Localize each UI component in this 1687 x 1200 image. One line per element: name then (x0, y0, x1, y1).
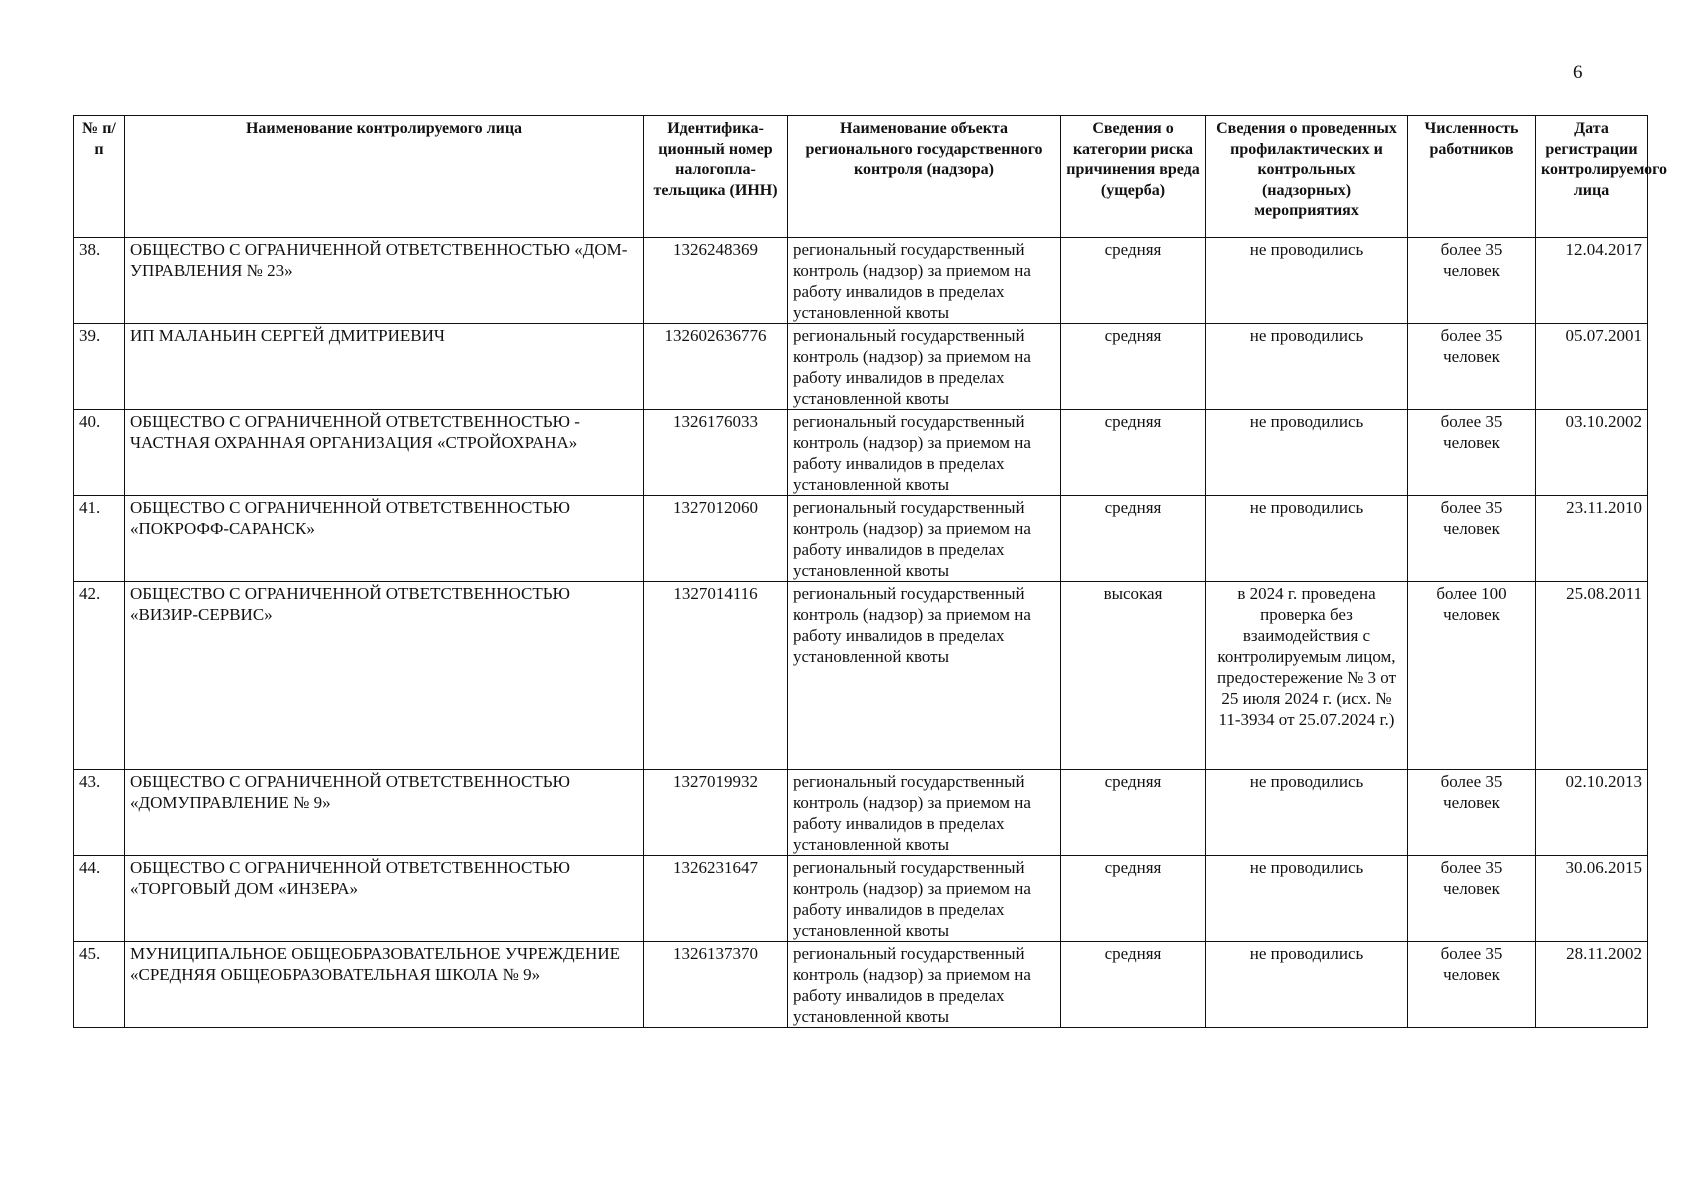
cell-staff: более 35 человек (1408, 238, 1536, 324)
cell-events: не проводились (1206, 496, 1408, 582)
cell-events: в 2024 г. проведена проверка без взаимодействия с контролируемым лицом, предостережение № 3 от 25 июля 2024 г. (исх. № 11-3934 от 25.07.2024 г.) (1206, 582, 1408, 770)
cell-name: ОБЩЕСТВО С ОГРАНИЧЕННОЙ ОТВЕТСТВЕННОСТЬЮ «ДОМУПРАВЛЕНИЕ № 9» (125, 770, 644, 856)
cell-events: не проводились (1206, 410, 1408, 496)
header-object: Наименование объекта регионального государственного контроля (надзора) (788, 116, 1061, 238)
table-row (74, 770, 1648, 856)
cell-object: региональный государственный контроль (надзор) за приемом на работу инвалидов в пределах установленной квоты (788, 856, 1061, 942)
cell-staff: более 35 человек (1408, 324, 1536, 410)
cell-object: региональный государственный контроль (надзор) за приемом на работу инвалидов в пределах установленной квоты (788, 496, 1061, 582)
cell-date: 25.08.2011 (1536, 582, 1648, 770)
cell-date: 28.11.2002 (1536, 942, 1648, 1028)
header-name: Наименование контролируемого лица (125, 116, 644, 238)
cell-inn: 1326176033 (644, 410, 788, 496)
cell-num: 42. (74, 582, 125, 770)
table-header-row (74, 116, 1648, 238)
table-row (74, 410, 1648, 496)
cell-inn: 1327019932 (644, 770, 788, 856)
header-inn: Идентифика-ционный номер налогопла-тельщика (ИНН) (644, 116, 788, 238)
cell-object: региональный государственный контроль (надзор) за приемом на работу инвалидов в пределах установленной квоты (788, 582, 1061, 770)
cell-name: ОБЩЕСТВО С ОГРАНИЧЕННОЙ ОТВЕТСТВЕННОСТЬЮ «ПОКРОФФ-САРАНСК» (125, 496, 644, 582)
cell-date: 02.10.2013 (1536, 770, 1648, 856)
cell-num: 41. (74, 496, 125, 582)
header-staff: Численность работников (1408, 116, 1536, 238)
header-events: Сведения о проведенных профилактических и контрольных (надзорных) мероприятиях (1206, 116, 1408, 238)
table-row (74, 324, 1648, 410)
cell-risk: средняя (1061, 856, 1206, 942)
cell-staff: более 35 человек (1408, 770, 1536, 856)
table-row (74, 856, 1648, 942)
cell-object: региональный государственный контроль (надзор) за приемом на работу инвалидов в пределах установленной квоты (788, 410, 1061, 496)
cell-name: ИП МАЛАНЬИН СЕРГЕЙ ДМИТРИЕВИЧ (125, 324, 644, 410)
cell-date: 05.07.2001 (1536, 324, 1648, 410)
registry-table (73, 115, 1668, 1028)
table-row (74, 942, 1648, 1028)
cell-name: ОБЩЕСТВО С ОГРАНИЧЕННОЙ ОТВЕТСТВЕННОСТЬЮ «ВИЗИР-СЕРВИС» (125, 582, 644, 770)
cell-risk: средняя (1061, 324, 1206, 410)
cell-inn: 1326231647 (644, 856, 788, 942)
cell-num: 43. (74, 770, 125, 856)
cell-name: ОБЩЕСТВО С ОГРАНИЧЕННОЙ ОТВЕТСТВЕННОСТЬЮ - ЧАСТНАЯ ОХРАННАЯ ОРГАНИЗАЦИЯ «СТРОЙОХРАНА» (125, 410, 644, 496)
cell-date: 03.10.2002 (1536, 410, 1648, 496)
cell-name: ОБЩЕСТВО С ОГРАНИЧЕННОЙ ОТВЕТСТВЕННОСТЬЮ «ТОРГОВЫЙ ДОМ «ИНЗЕРА» (125, 856, 644, 942)
cell-num: 45. (74, 942, 125, 1028)
header-risk: Сведения о категории риска причинения вреда (ущерба) (1061, 116, 1206, 238)
cell-object: региональный государственный контроль (надзор) за приемом на работу инвалидов в пределах установленной квоты (788, 770, 1061, 856)
cell-staff: более 35 человек (1408, 410, 1536, 496)
cell-events: не проводились (1206, 324, 1408, 410)
cell-risk: средняя (1061, 238, 1206, 324)
page-number: 6 (1573, 62, 1583, 83)
cell-inn: 132602636776 (644, 324, 788, 410)
cell-events: не проводились (1206, 856, 1408, 942)
header-num: № п/п (74, 116, 125, 238)
cell-risk: средняя (1061, 942, 1206, 1028)
table-row (74, 238, 1648, 324)
cell-risk: средняя (1061, 496, 1206, 582)
cell-inn: 1326248369 (644, 238, 788, 324)
cell-name: МУНИЦИПАЛЬНОЕ ОБЩЕОБРАЗОВАТЕЛЬНОЕ УЧРЕЖДЕНИЕ «СРЕДНЯЯ ОБЩЕОБРАЗОВАТЕЛЬНАЯ ШКОЛА № 9» (125, 942, 644, 1028)
cell-inn: 1327014116 (644, 582, 788, 770)
cell-date: 12.04.2017 (1536, 238, 1648, 324)
cell-risk: средняя (1061, 410, 1206, 496)
cell-staff: более 35 человек (1408, 496, 1536, 582)
cell-name: ОБЩЕСТВО С ОГРАНИЧЕННОЙ ОТВЕТСТВЕННОСТЬЮ «ДОМ-УПРАВЛЕНИЯ № 23» (125, 238, 644, 324)
cell-num: 38. (74, 238, 125, 324)
header-date: Дата регистрации контролируемого лица (1536, 116, 1648, 238)
cell-risk: высокая (1061, 582, 1206, 770)
cell-staff: более 35 человек (1408, 856, 1536, 942)
cell-object: региональный государственный контроль (надзор) за приемом на работу инвалидов в пределах установленной квоты (788, 238, 1061, 324)
cell-events: не проводились (1206, 770, 1408, 856)
table-row (74, 496, 1648, 582)
cell-object: региональный государственный контроль (надзор) за приемом на работу инвалидов в пределах установленной квоты (788, 942, 1061, 1028)
cell-date: 30.06.2015 (1536, 856, 1648, 942)
cell-num: 39. (74, 324, 125, 410)
cell-events: не проводились (1206, 942, 1408, 1028)
cell-num: 40. (74, 410, 125, 496)
cell-num: 44. (74, 856, 125, 942)
table-row (74, 582, 1648, 770)
cell-staff: более 100 человек (1408, 582, 1536, 770)
cell-staff: более 35 человек (1408, 942, 1536, 1028)
cell-inn: 1327012060 (644, 496, 788, 582)
cell-events: не проводились (1206, 238, 1408, 324)
cell-object: региональный государственный контроль (надзор) за приемом на работу инвалидов в пределах установленной квоты (788, 324, 1061, 410)
cell-risk: средняя (1061, 770, 1206, 856)
cell-date: 23.11.2010 (1536, 496, 1648, 582)
cell-inn: 1326137370 (644, 942, 788, 1028)
